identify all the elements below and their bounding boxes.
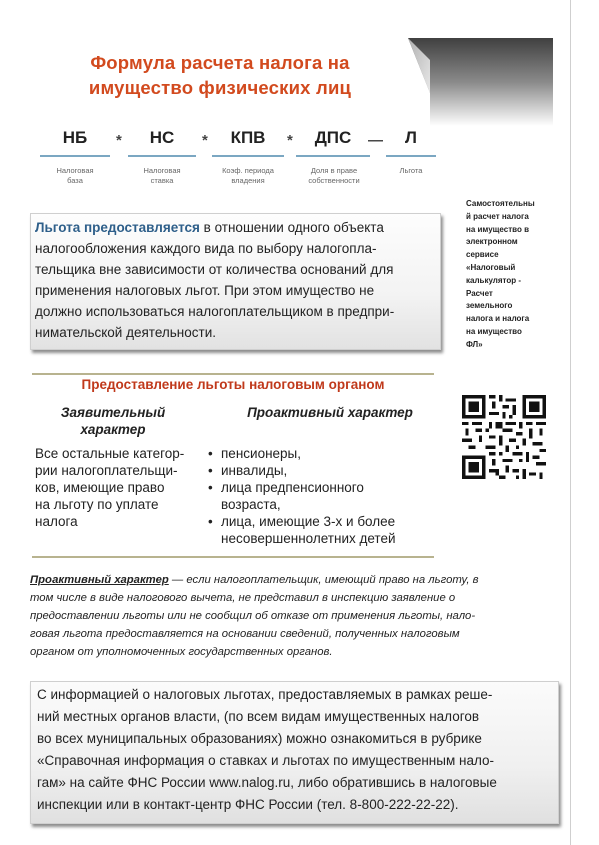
info-line: гам» на сайте ФНС России www.nalog.ru, либо обратившись в налоговые [37, 775, 497, 790]
declarative-column-text: Все остальные категор- рии налогоплательщи- ков, имеющие право на льготу по уплате налога [35, 446, 185, 529]
title-line-2: имущество физических лиц [88, 77, 352, 98]
declarative-column-header: Заявительный характер [60, 405, 166, 437]
info-line: во всех муниципальных образованиях) можно ознакомиться в рубрике [37, 731, 482, 746]
proactive-category-list: • пенсионеры, • инвалиды, • лица предпенсионного возраста, • лица, имеющие 3-х и более несовершеннолетних детей [208, 446, 396, 546]
formula-token-ns: НС [149, 128, 175, 147]
page-edge [570, 0, 571, 845]
benefit-highlight: Льгота предоставляется [35, 220, 200, 235]
formula-caption-l: Льгота [399, 166, 423, 175]
formula-underline [212, 155, 284, 157]
formula-token-l: Л [405, 128, 417, 147]
list-item: • лица, имеющие 3-х и более [208, 514, 396, 529]
formula-caption-nb: Налоговая база [56, 166, 94, 185]
benefit-line: должно использоваться налогоплательщиком в предпри- [35, 304, 395, 319]
benefit-line: применения налоговых льгот. При этом имущество не [35, 283, 375, 298]
formula-token-kpv: КПВ [230, 128, 266, 147]
benefit-info-box: Льгота предоставляется в отношении одного объекта налогообложения каждого вида по выбору налогопла- тельщика вне зависимости от количества оснований для применения налоговых льгот. При этом имущество не должно использоваться налогоплательщиком в предпри- нимательской деятельности. [30, 213, 441, 350]
info-line: инспекции или в контакт-центр ФНС России (тел. 8-800-222-22-22). [37, 797, 459, 812]
proactive-term: Проактивный характер [30, 574, 169, 586]
qr-code[interactable] [462, 395, 546, 479]
formula-operator: * [202, 132, 208, 149]
list-item: • пенсионеры, [208, 446, 301, 461]
formula-caption-kpv: Коэф. периода владения [222, 166, 274, 185]
formula-caption-dps: Доля в праве собственности [308, 166, 360, 185]
formula-token-dps: ДПС [314, 128, 352, 147]
formula-caption-ns: Налоговая ставка [143, 166, 181, 185]
formula-token-nb: НБ [62, 128, 88, 147]
formula-underline [128, 155, 196, 157]
formula-underline [296, 155, 370, 157]
list-item: • инвалиды, [208, 463, 288, 478]
provision-section-title: Предоставление льготы налоговым органом [81, 377, 385, 392]
info-line: ний местных органов власти, (по всем видам имущественных налогов [37, 709, 480, 724]
page-title [40, 50, 400, 100]
section-divider [32, 373, 434, 375]
benefit-line: налогообложения каждого вида по выбору налогопла- [35, 241, 377, 256]
calculator-service-note: Самостоятельны й расчет налога на имущество в электронном сервисе «Налоговый калькулятор - Расчет земельного налога и налога на имущество ФЛ» [466, 199, 535, 349]
proactive-column-header: Проактивный характер [247, 405, 413, 420]
formula-operator: * [287, 132, 293, 149]
info-line: «Справочная информация о ставках и льготах по имущественным нало- [37, 753, 494, 768]
benefit-line: тельщика вне зависимости от количества оснований для [35, 262, 394, 277]
section-divider [32, 556, 434, 558]
formula-operator: * [116, 132, 122, 149]
benefit-line: нимательской деятельности. [35, 325, 216, 340]
formula-operator: — [368, 132, 383, 149]
proactive-definition-note: Проактивный характер — если налогоплательщик, имеющий право на льготу, в том числе в виде налогового вычета, не представил в инспекцию заявление о предоставлении льготы или не сообщил об отказе от применения льготы, нало- говая льгота предоставляется на основании сведений, полученных налоговым органом от уполномоченных государственных органов. [30, 574, 479, 658]
tax-formula [36, 128, 436, 194]
list-item: • лица предпенсионного [208, 480, 364, 495]
formula-underline [40, 155, 110, 157]
title-line-1: Формула расчета налога на [90, 52, 350, 73]
tax-benefit-info-box [30, 681, 559, 824]
formula-underline [386, 155, 436, 157]
folded-corner-graphic [408, 38, 553, 126]
info-line: С информацией о налоговых льготах, предоставляемых в рамках реше- [37, 687, 493, 702]
